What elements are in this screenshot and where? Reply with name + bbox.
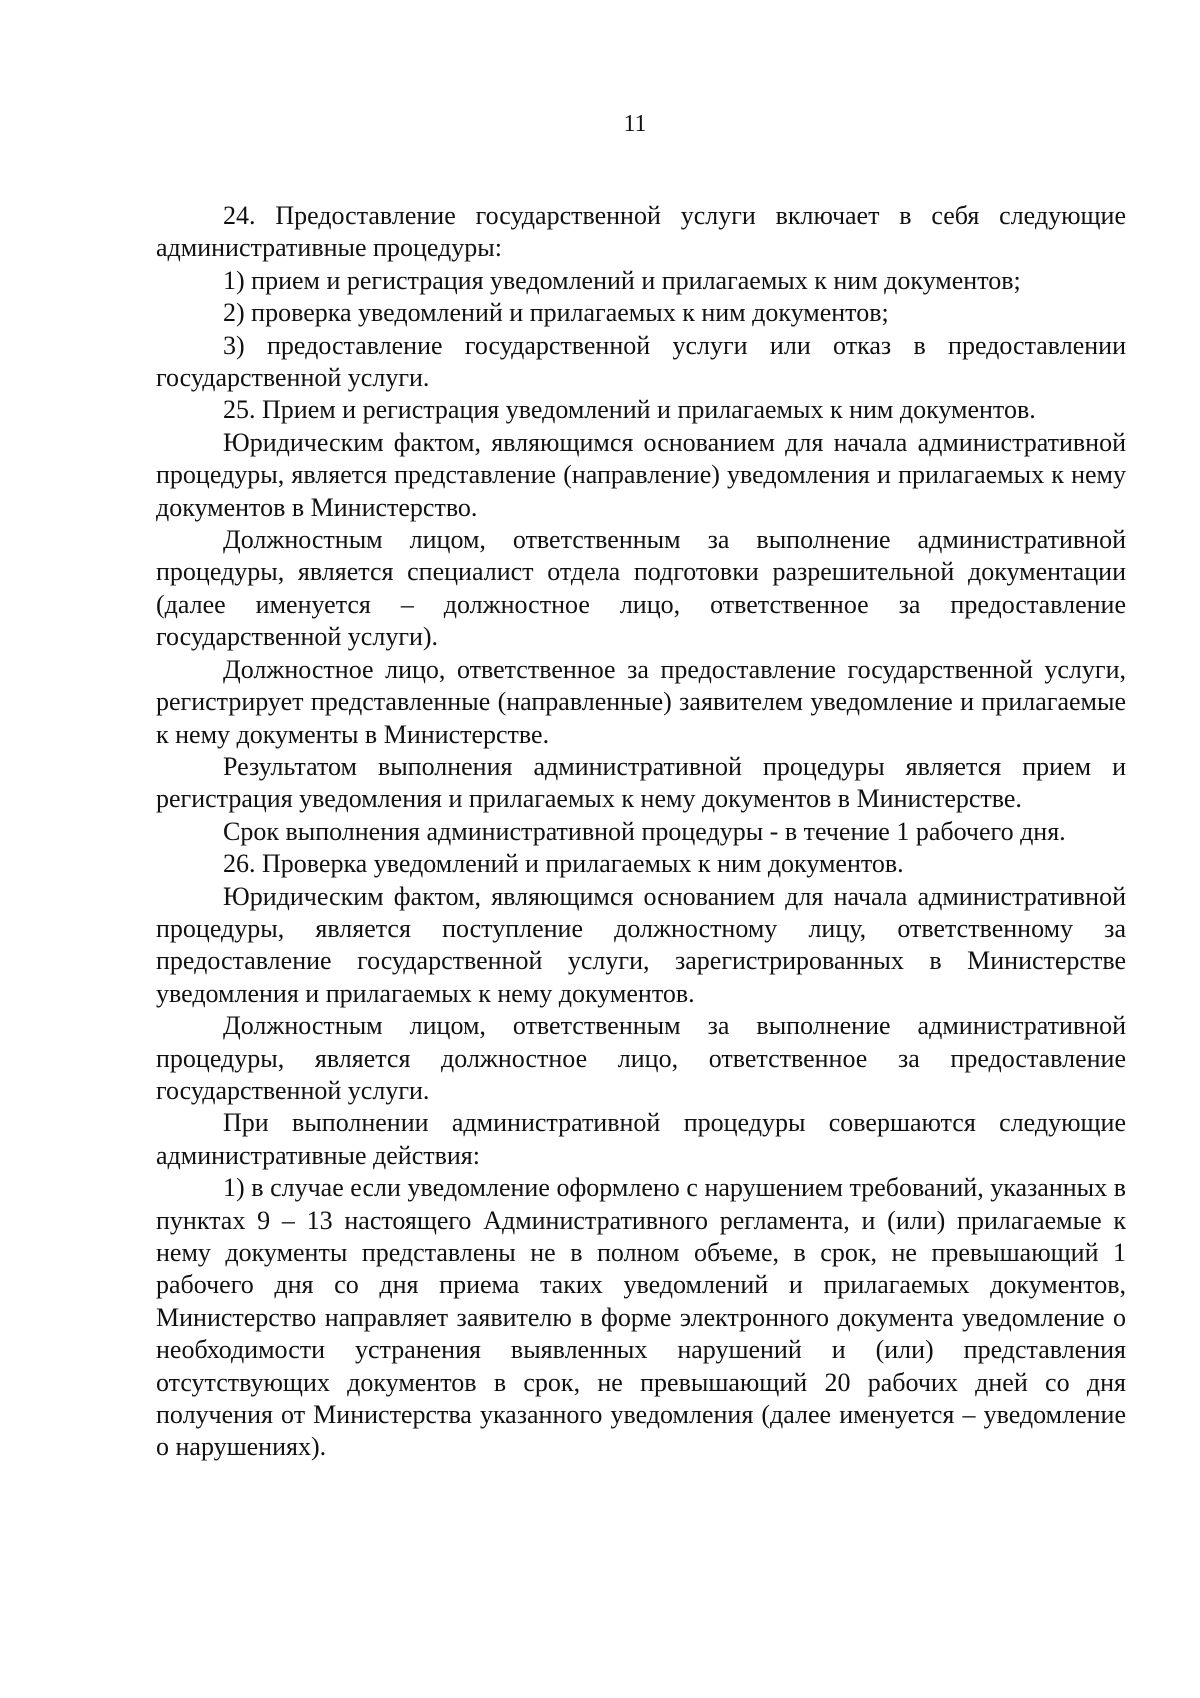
paragraph-25-deadline: Срок выполнения административной процедуры - в течение 1 рабочего дня. [223, 816, 1066, 846]
paragraph-25-result: Результатом выполнения административной процедуры является прием и регистрация уведомления и прилагаемых к нему документов в Министерстве. [156, 751, 1126, 814]
paragraph-26-action-1: 1) в случае если уведомление оформлено с нарушением требований, указанных в пунктах 9 – 13 настоящего Административного регламента, и (или) прилагаемые к нему документы представлены не в полном объеме, в срок, не превышающий 1 рабочего дня со дня приема таких уведомлений и прилагаемых документов, Министерство направляет заявителю в форме электронного документа уведомление о необходимости устранения выявленных нарушений и (или) представления отсутствующих документов в срок, не превышающий 20 рабочих дней со дня получения от Министерства указанного уведомления (далее именуется – уведомление о нарушениях). [156, 1173, 1126, 1462]
paragraph-26-legal-fact: Юридическим фактом, являющимся основанием для начала административной процедуры, является поступление должностному лицу, ответственному за предоставление государственной услуги, зарегистрированных в Министерстве уведомления и прилагаемых к нему документов. [156, 881, 1126, 1008]
list-item-1: 1) прием и регистрация уведомлений и прилагаемых к ним документов; [223, 265, 1021, 295]
list-item-3: 3) предоставление государственной услуги или отказ в предоставлении государственной услуги. [156, 330, 1126, 393]
page-number: 11 [623, 111, 647, 137]
paragraph-25-heading: 25. Прием и регистрация уведомлений и прилагаемых к ним документов. [223, 395, 1036, 425]
paragraph-26-heading: 26. Проверка уведомлений и прилагаемых к ним документов. [223, 849, 904, 879]
paragraph-26-responsible-official: Должностным лицом, ответственным за выполнение административной процедуры, является должностное лицо, ответственное за предоставление государственной услуги. [156, 1011, 1126, 1105]
paragraph-24-intro: 24. Предоставление государственной услуги включает в себя следующие административные процедуры: [156, 201, 1126, 263]
paragraph-26-actions-intro: При выполнении административной процедуры совершаются следующие административные действия: [156, 1108, 1126, 1170]
list-item-2: 2) проверка уведомлений и прилагаемых к ним документов; [223, 298, 889, 328]
paragraph-25-responsible-official: Должностным лицом, ответственным за выполнение административной процедуры, является специалист отдела подготовки разрешительной документации (далее именуется – должностное лицо, ответственное за предоставление государственной услуги). [156, 525, 1126, 652]
paragraph-25-registration: Должностное лицо, ответственное за предоставление государственной услуги, регистрирует представленные (направленные) заявителем уведомление и прилагаемые к нему документы в Министерстве. [156, 654, 1126, 749]
paragraph-25-legal-fact: Юридическим фактом, являющимся основанием для начала административной процедуры, является представление (направление) уведомления и прилагаемых к нему документов в Министерство. [156, 427, 1126, 522]
document-body [156, 200, 1126, 1464]
